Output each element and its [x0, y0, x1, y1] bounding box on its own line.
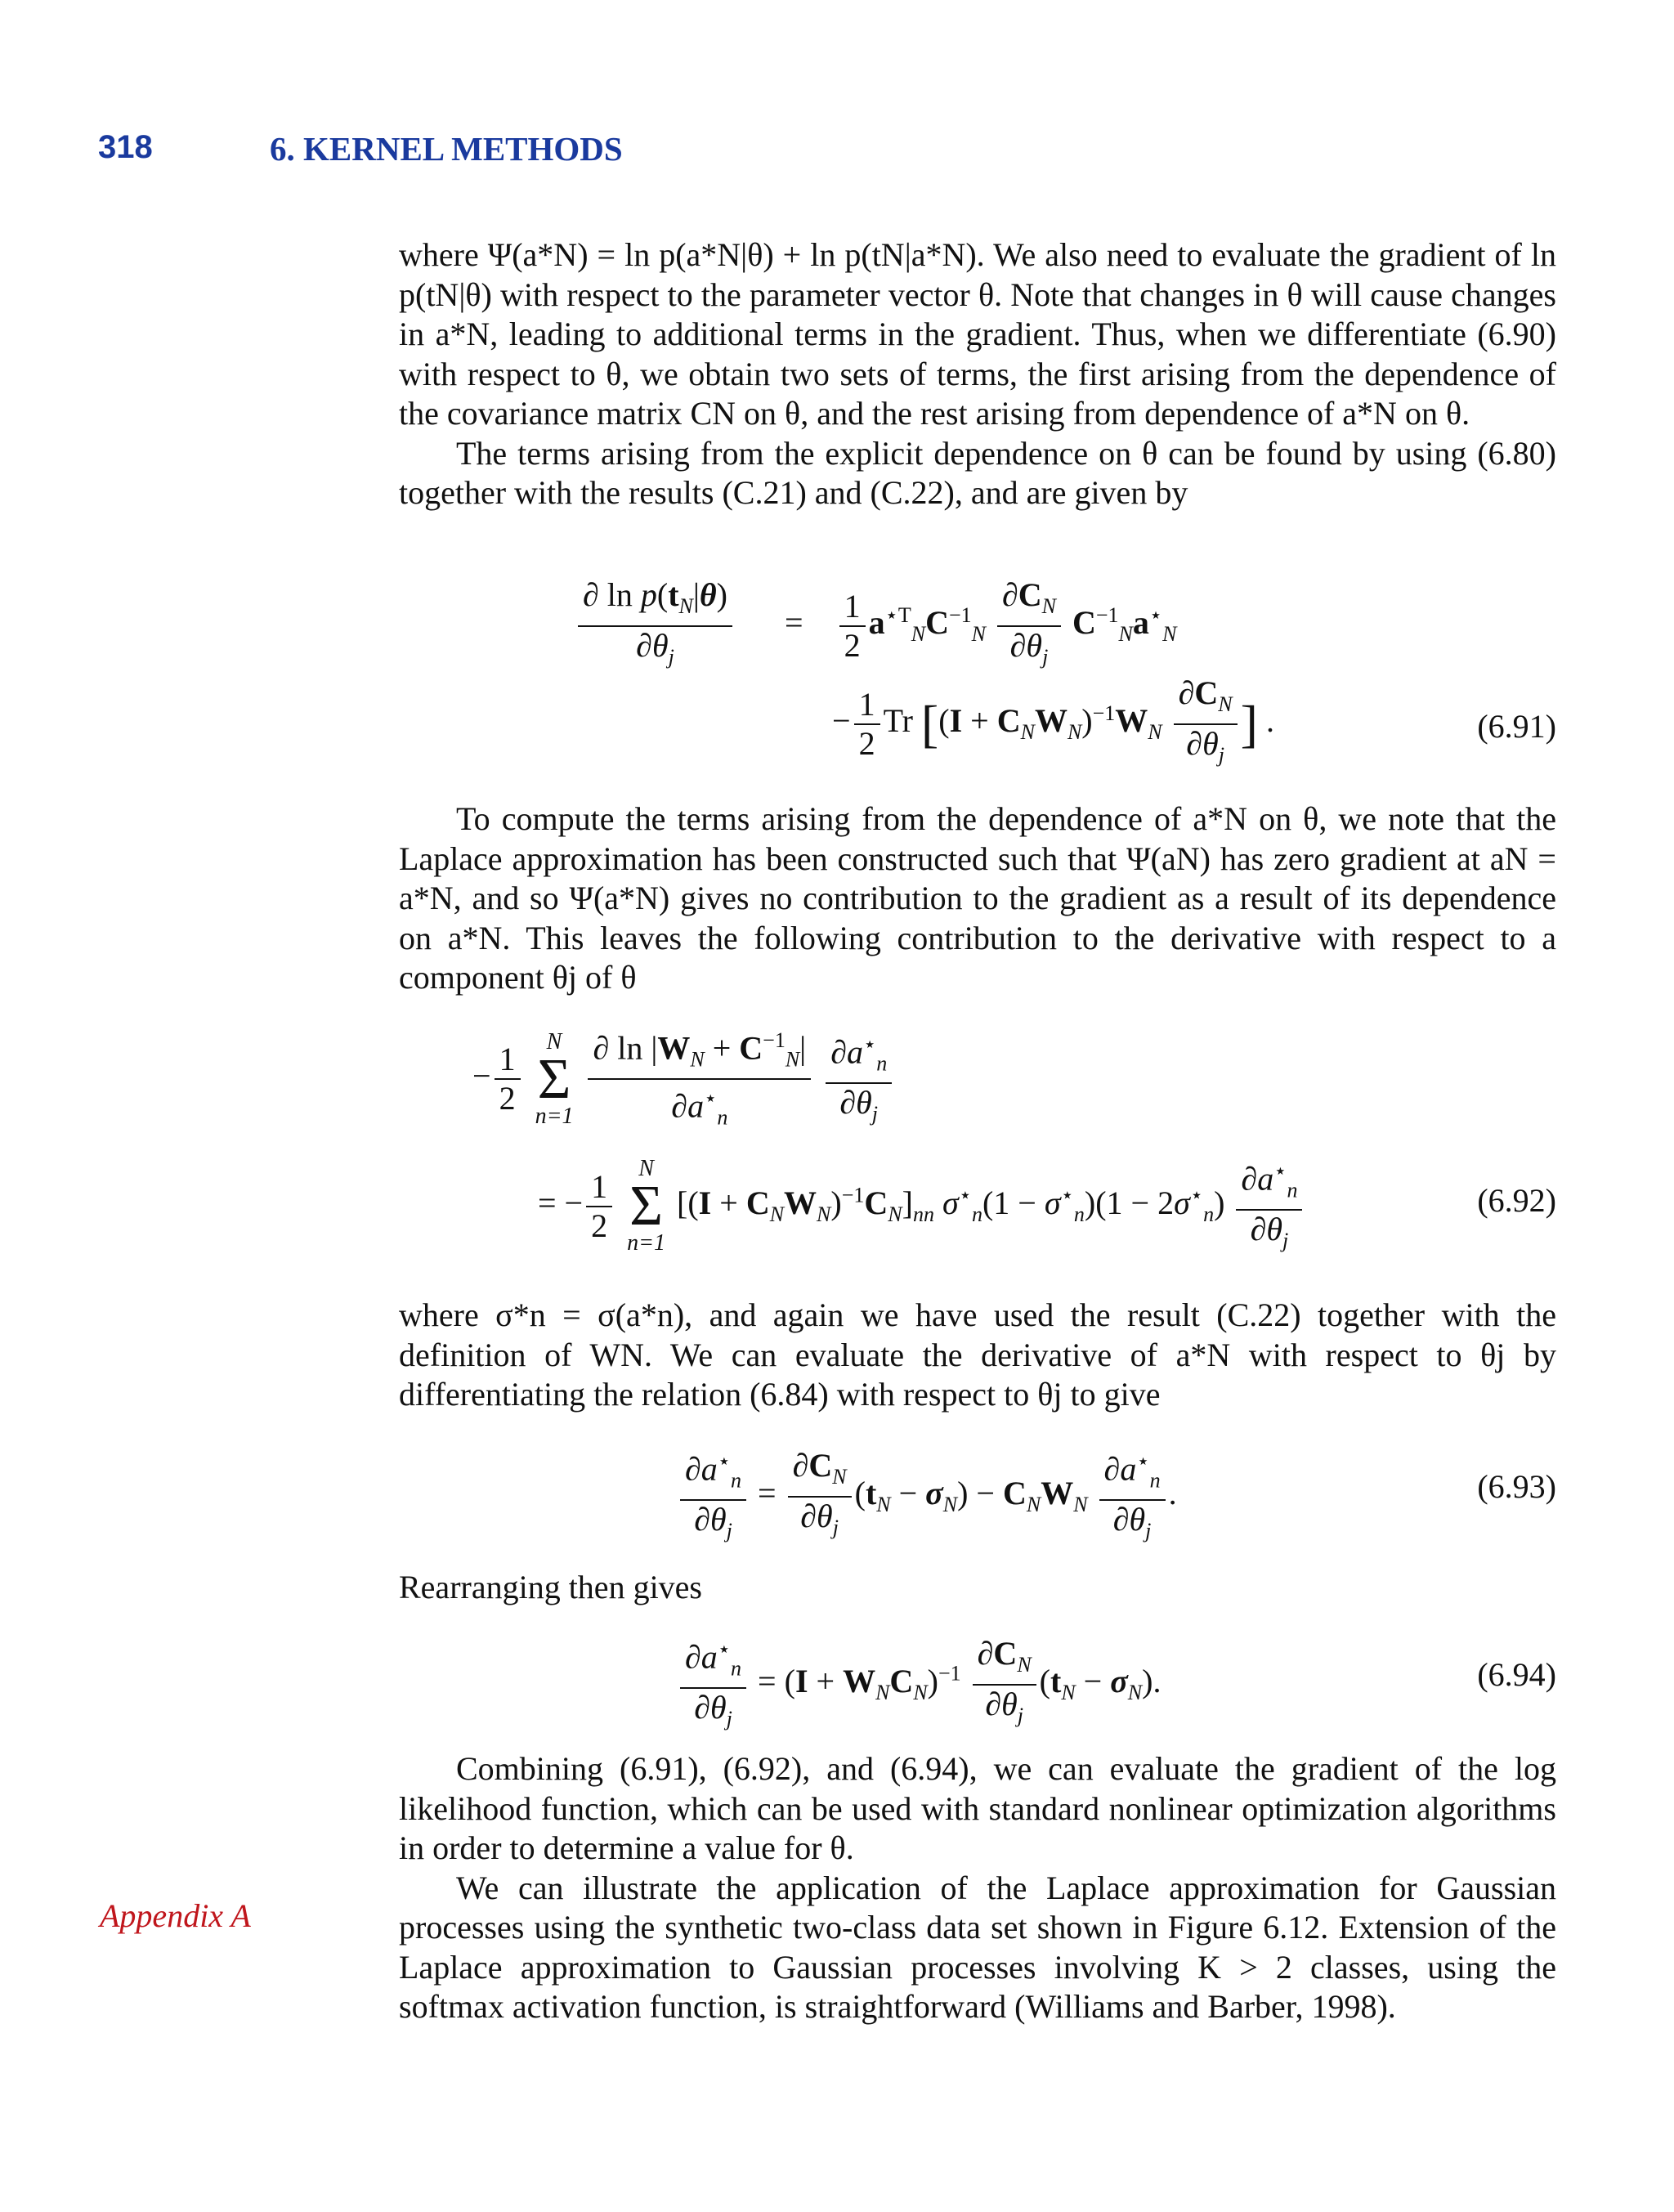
page-number: 318	[98, 129, 153, 165]
margin-note-appendix-link[interactable]: Appendix A	[100, 1897, 251, 1934]
paragraph-4: where σ*n = σ(a*n), and again we have used the result (C.22) together with the definition of WN. We can evaluate the derivative of a*N with respect to θj by differentiating the relation (6.84) with respect to θj to give	[399, 1296, 1556, 1413]
eq692-number: (6.92)	[1477, 1182, 1556, 1219]
equation-6-93	[399, 1443, 1556, 1543]
text-block-3	[399, 1296, 1556, 1415]
paragraph-6: Combining (6.91), (6.92), and (6.94), we can evaluate the gradient of the log likelihood function, which can be used with standard nonlinear optimization algorithms in order to determine a value for θ.	[399, 1750, 1556, 1866]
equation-6-94	[399, 1631, 1556, 1731]
eq691-line2: − $\frac{1}{2}$ Tr [$(I + C_NW_N)^{-1}W_N$ $\frac{\partial C_N}{\partial\theta_j}$ ] .	[832, 674, 1274, 774]
equation-6-91	[399, 576, 1556, 772]
paragraph-3: To compute the terms arising from the dependence of a*N on θ, we note that the Laplace approximation has been constructed such that Ψ(aN) has zero gradient at aN = a*N, and so Ψ(a*N) gives no contribution to the gradient as a result of its dependence on a*N. This leaves the following contribution to the derivative with respect to a component θj of θ	[399, 800, 1556, 996]
equation-6-92	[399, 1022, 1556, 1275]
paragraph-2: The terms arising from the explicit dependence on θ can be found by using (6.80) together with the results (C.21) and (C.22), and are given by	[399, 434, 1556, 511]
eq692-line2: = − $\frac{1}{2}$ N Σ n=1 $[(I + C_NW_N)^{-1}C_N]_{nn}$ $\sigma^⋆_n(1 - \sigma^⋆_n)(1 - 2\sigma^⋆_n)$ $\frac{\partial a^⋆_n}{\partial\theta_j}$	[538, 1153, 1305, 1260]
eq694-line: $\frac{\partial a^⋆_n}{\partial\theta_j}$ = $(I + W_NC_N)^{-1}$ $\frac{\partial C_N}{\partial\theta_j}$ $(t_N - \sigma_N)$.	[677, 1631, 1161, 1738]
eq692-line1: − $\frac{1}{2}$ N Σ n=1 $\frac{\partial \ln |W_N + C^{-1}_N|}{\partial a^⋆_n}$ $\frac{\partial a^⋆_n}{\partial\theta_j}$	[472, 1022, 895, 1137]
paragraph-7: We can illustrate the application of the Laplace approximation for Gaussian processes using the synthetic two-class data set shown in Figure 6.12. Extension of the Laplace approximation to Gaussian processes involving K > 2 classes, using the softmax activation function, is straightforward (Williams and Barber, 1998).	[399, 1869, 1556, 2025]
paragraph-1: where Ψ(a*N) = ln p(a*N|θ) + ln p(tN|a*N). We also need to evaluate the gradient of ln p(tN|θ) with respect to the parameter vector θ. Note that changes in θ will cause changes in a*N, leading to additional terms in the gradient. Thus, when we differentiate (6.90) with respect to θ, we obtain two sets of terms, the first arising from the dependence of the covariance matrix CN on θ, and the rest arising from dependence of a*N on θ.	[399, 236, 1556, 432]
text-block-4	[399, 1568, 1556, 1608]
eq691-number: (6.91)	[1477, 708, 1556, 745]
eq691-line1: $\frac{\partial \ln p(t_N|\theta)}{\partial\theta_j}$ = $\frac{1}{2}$ $a^{⋆T}_NC^{-1}_N$ $\frac{\partial C_N}{\partial\theta_j}$ $C^{-1}_Na^⋆_N$	[575, 576, 1177, 676]
eq693-number: (6.93)	[1477, 1468, 1556, 1505]
eq694-number: (6.94)	[1477, 1656, 1556, 1693]
text-block-2	[399, 799, 1556, 998]
chapter-title: 6. KERNEL METHODS	[270, 130, 623, 168]
paragraph-5: Rearranging then gives	[399, 1569, 702, 1605]
text-block-5	[399, 1749, 1556, 2027]
eq693-line: $\frac{\partial a^⋆_n}{\partial\theta_j}$ = $\frac{\partial C_N}{\partial\theta_j}$ $(t_N - \sigma_N) - C_NW_N$ $\frac{\partial a^⋆_n}{\partial\theta_j}$ .	[677, 1443, 1177, 1550]
text-block-1	[399, 235, 1556, 513]
